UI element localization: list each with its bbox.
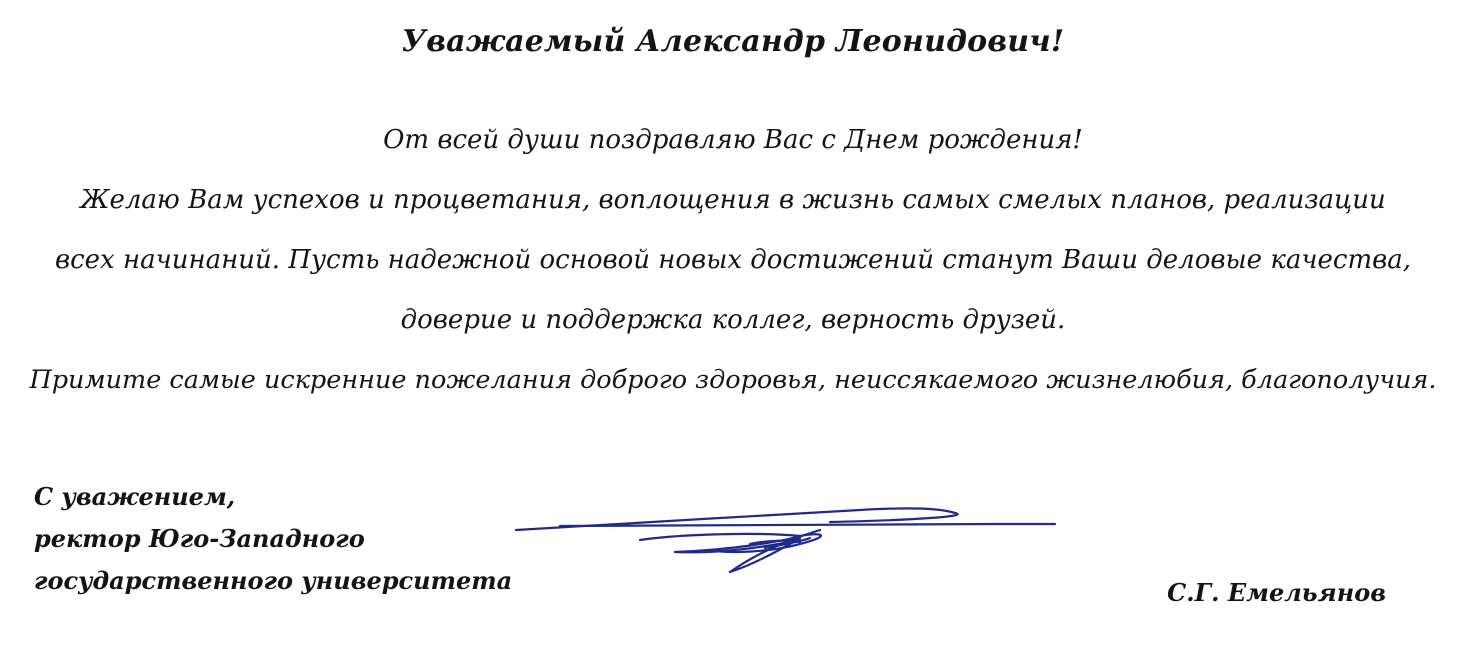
body-line-1: От всей души поздравляю Вас с Днем рождения!: [383, 125, 1083, 155]
signer-name: С.Г. Емельянов: [1167, 578, 1386, 607]
signer-title-line1: ректор Юго-Западного: [34, 524, 365, 553]
body-line-2: Желаю Вам успехов и процветания, воплощения в жизнь самых смелых планов, реализации: [80, 185, 1386, 215]
greeting-heading: Уважаемый Александр Леонидович!: [401, 24, 1065, 59]
body-line-5: Примите самые искренние пожелания доброго здоровья, неиссякаемого жизнелюбия, благополучия.: [29, 365, 1437, 395]
body-line-3: всех начинаний. Пусть надежной основой новых достижений станут Ваши деловые качества,: [54, 245, 1412, 275]
body-line-4: доверие и поддержка коллег, верность друзей.: [400, 305, 1066, 335]
closing-block: [34, 476, 512, 602]
handwritten-signature-icon: [500, 480, 1070, 590]
closing-regards: С уважением,: [34, 482, 236, 511]
signer-title-line2: государственного университета: [34, 566, 513, 595]
